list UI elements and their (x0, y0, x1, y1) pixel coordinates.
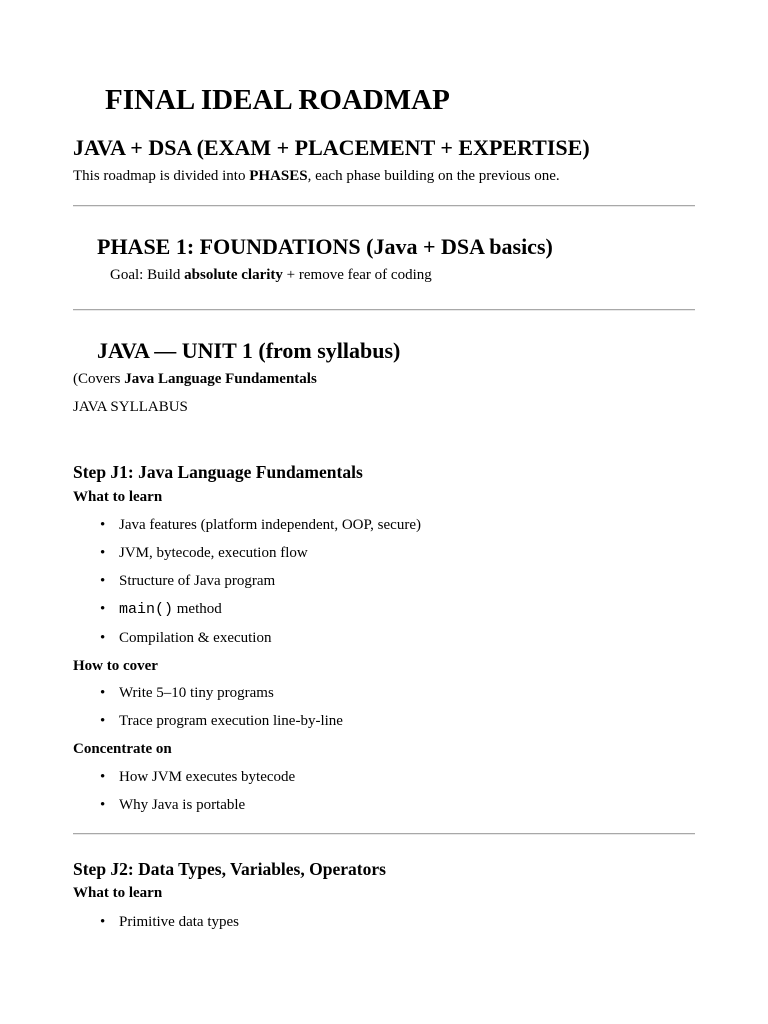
divider (73, 309, 695, 311)
goal-bold: absolute clarity (184, 267, 283, 283)
unit1-covers (73, 371, 317, 388)
divider (73, 205, 695, 207)
list-item (100, 769, 295, 786)
intro-paragraph (73, 168, 560, 185)
list-item-text: method (173, 601, 222, 617)
page-title: FINAL IDEAL ROADMAP (105, 84, 450, 116)
list-item-text: How JVM executes bytecode (119, 769, 296, 785)
list-item (100, 797, 245, 814)
j1-cover-label: How to cover (73, 658, 158, 674)
bullet-icon: • (100, 769, 106, 785)
step-j2-heading: Step J2: Data Types, Variables, Operators (73, 859, 386, 879)
bullet-icon: • (100, 601, 106, 617)
list-item (100, 573, 275, 590)
list-item-text: Trace program execution line-by-line (119, 713, 343, 729)
intro-bold: PHASES (249, 168, 308, 184)
bullet-icon: • (100, 545, 106, 561)
bullet-icon: • (100, 914, 106, 930)
list-item (100, 914, 239, 931)
goal-text: Goal: Build (110, 267, 185, 283)
bullet-icon: • (100, 517, 106, 533)
list-item-text: JVM, bytecode, execution flow (119, 545, 308, 561)
bullet-icon: • (100, 685, 106, 701)
j1-learn-label: What to learn (73, 489, 163, 505)
unit1-heading: JAVA — UNIT 1 (from syllabus) (97, 338, 401, 363)
list-item-text: Java features (platform independent, OOP, secure) (119, 517, 421, 533)
list-item-text: Structure of Java program (119, 573, 276, 589)
list-item (100, 517, 421, 534)
list-item (100, 685, 274, 702)
list-item (100, 545, 308, 562)
list-item (100, 601, 222, 618)
goal-text-end: + remove fear of coding (282, 267, 432, 283)
phase1-heading: PHASE 1: FOUNDATIONS (Java + DSA basics) (97, 234, 553, 259)
phase1-goal (110, 267, 432, 284)
intro-text: This roadmap is divided into (73, 168, 250, 184)
bullet-icon: • (100, 797, 106, 813)
list-item-text: Primitive data types (119, 914, 239, 930)
covers-text: (Covers (73, 371, 125, 387)
list-item (100, 713, 343, 730)
j2-learn-label: What to learn (73, 885, 163, 901)
page-subtitle: JAVA + DSA (EXAM + PLACEMENT + EXPERTISE) (73, 135, 590, 160)
divider (73, 833, 695, 835)
list-item (100, 630, 271, 647)
bullet-icon: • (100, 713, 106, 729)
list-item-text: Compilation & execution (119, 630, 272, 646)
list-item-text: Write 5–10 tiny programs (119, 685, 274, 701)
bullet-icon: • (100, 573, 106, 589)
syllabus-label: JAVA SYLLABUS (73, 399, 188, 415)
covers-bold: Java Language Fundamentals (124, 371, 317, 387)
bullet-icon: • (100, 630, 106, 646)
code-span: main() (119, 601, 174, 618)
intro-text-end: , each phase building on the previous one. (307, 168, 560, 184)
step-j1-heading: Step J1: Java Language Fundamentals (73, 462, 363, 482)
j1-focus-label: Concentrate on (73, 741, 172, 757)
list-item-text: Why Java is portable (119, 797, 246, 813)
